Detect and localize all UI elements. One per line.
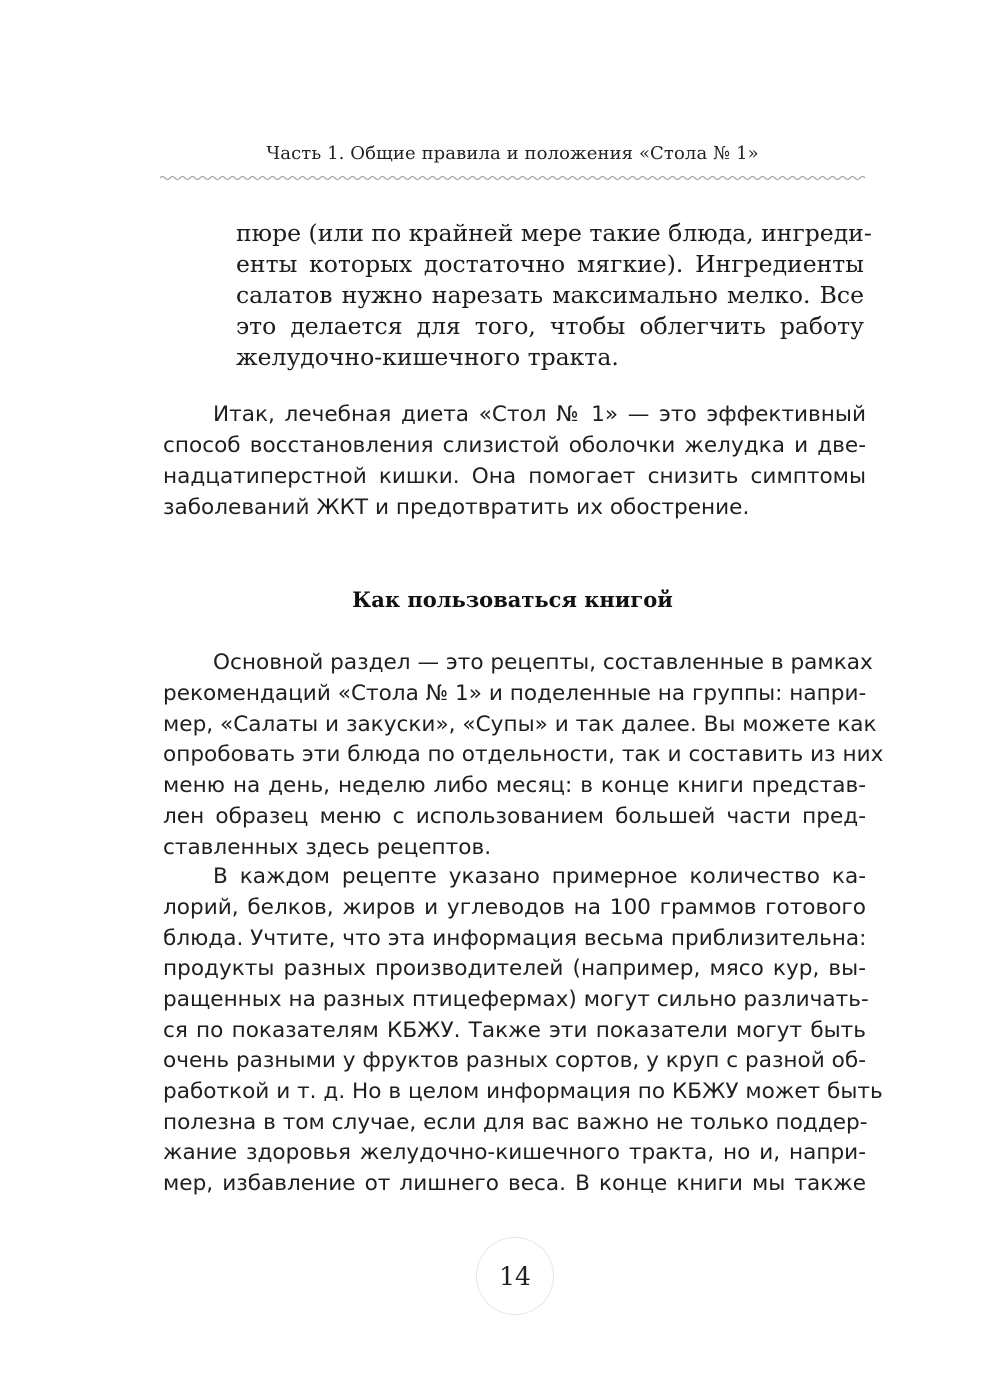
paragraph-line: очень разными у фруктов разных сортов, у круп с разной об- bbox=[163, 1048, 866, 1073]
paragraph-line: Основной раздел — это рецепты, составленные в рамках bbox=[213, 650, 873, 675]
paragraph-line: Итак, лечебная диета «Стол № 1» — это эффективный bbox=[213, 402, 866, 427]
quote-line: пюре (или по крайней мере такие блюда, ингреди- bbox=[236, 219, 872, 247]
page-number: 14 bbox=[476, 1237, 554, 1315]
paragraph-line: лорий, белков, жиров и углеводов на 100 граммов готового bbox=[163, 895, 866, 920]
paragraph-line: блюда. Учтите, что эта информация весьма приблизительна: bbox=[163, 926, 867, 951]
quote-line: желудочно-кишечного тракта. bbox=[236, 343, 619, 371]
paragraph-line: мер, «Салаты и закуски», «Супы» и так далее. Вы можете как bbox=[163, 712, 877, 737]
header-wavy-rule bbox=[160, 174, 865, 182]
paragraph-line: способ восстановления слизистой оболочки желудка и две- bbox=[163, 433, 866, 458]
paragraph-line: работкой и т. д. Но в целом информация по КБЖУ может быть bbox=[163, 1079, 883, 1104]
paragraph-line: лен образец меню с использованием большей части пред- bbox=[163, 804, 866, 829]
paragraph-line: рекомендаций «Стола № 1» и поделенные на группы: напри- bbox=[163, 681, 867, 706]
paragraph-line: надцатиперстной кишки. Она помогает снизить симптомы bbox=[163, 464, 866, 489]
paragraph-line: жание здоровья желудочно-кишечного тракта, но и, напри- bbox=[163, 1140, 866, 1165]
paragraph-line: ращенных на разных птицефермах) могут сильно различать- bbox=[163, 987, 869, 1012]
quote-line: это делается для того, чтобы облегчить работу bbox=[236, 312, 864, 340]
paragraph-line: опробовать эти блюда по отдельности, так и составить из них bbox=[163, 742, 884, 767]
quote-line: салатов нужно нарезать максимально мелко. Все bbox=[236, 281, 864, 309]
paragraph-line: продукты разных производителей (например, мясо кур, вы- bbox=[163, 956, 866, 981]
quote-line: енты которых достаточно мягкие). Ингредиенты bbox=[236, 250, 864, 278]
section-title: Как пользоваться книгой bbox=[352, 587, 673, 612]
running-header: Часть 1. Общие правила и положения «Стола № 1» bbox=[266, 143, 759, 164]
paragraph-line: мер, избавление от лишнего веса. В конце книги мы также bbox=[163, 1171, 866, 1196]
paragraph-line: заболеваний ЖКТ и предотвратить их обострение. bbox=[163, 495, 750, 520]
paragraph-line: полезна в том случае, если для вас важно не только поддер- bbox=[163, 1110, 868, 1135]
paragraph-line: ставленных здесь рецептов. bbox=[163, 835, 492, 860]
paragraph-line: меню на день, неделю либо месяц: в конце книги представ- bbox=[163, 773, 866, 798]
paragraph-line: В каждом рецепте указано примерное количество ка- bbox=[213, 864, 866, 889]
paragraph-line: ся по показателям КБЖУ. Также эти показатели могут быть bbox=[163, 1018, 866, 1043]
